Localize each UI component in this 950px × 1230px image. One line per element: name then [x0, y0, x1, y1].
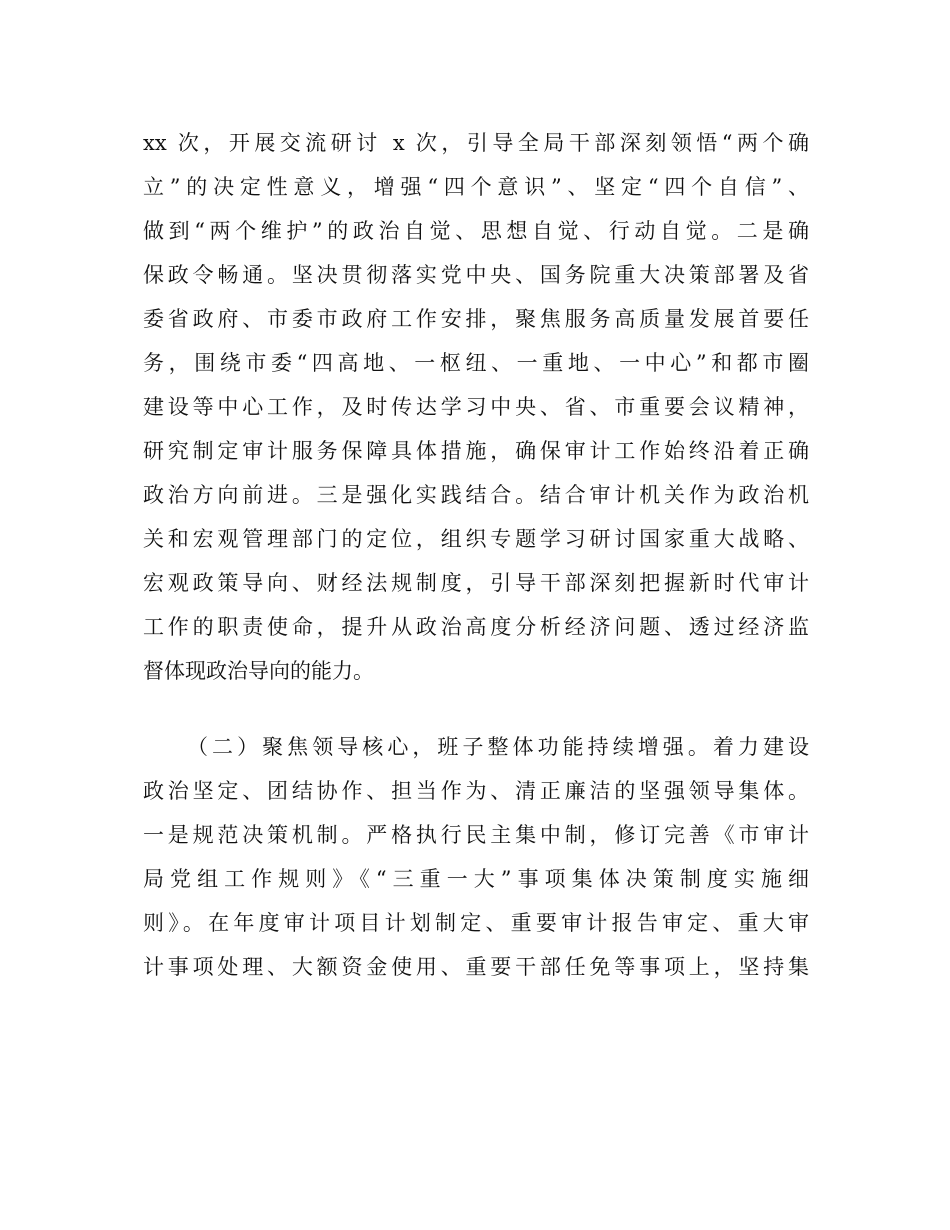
- text-line: 关和宏观管理部门的定位，组织专题学习研讨国家重大战略、: [143, 527, 809, 551]
- text-line: 建设等中心工作，及时传达学习中央、省、市重要会议精神，: [143, 395, 809, 419]
- text-line: 一是规范决策机制。严格执行民主集中制，修订完善《市审计: [143, 823, 809, 847]
- text-line: 研究制定审计服务保障具体措施，确保审计工作始终沿着正确: [143, 439, 809, 463]
- section-heading-line: （二）聚焦领导核心，班子整体功能持续增强。着力建设: [187, 735, 809, 759]
- text-line: 政治方向前进。三是强化实践结合。结合审计机关作为政治机: [143, 483, 809, 507]
- text-line: xx 次，开展交流研讨 x 次，引导全局干部深刻领悟“两个确: [143, 131, 809, 155]
- text-line: 宏观政策导向、财经法规制度，引导干部深刻把握新时代审计: [143, 571, 809, 595]
- text-line: 保政令畅通。坚决贯彻落实党中央、国务院重大决策部署及省: [143, 263, 809, 287]
- text-line: 计事项处理、大额资金使用、重要干部任免等事项上，坚持集: [143, 955, 809, 979]
- text-line: 委省政府、市委市政府工作安排，聚焦服务高质量发展首要任: [143, 307, 809, 331]
- paragraph-2: [143, 725, 809, 989]
- text-line: 做到“两个维护”的政治自觉、思想自觉、行动自觉。二是确: [143, 219, 809, 243]
- text-line: 则》。在年度审计项目计划制定、重要审计报告审定、重大审: [143, 911, 809, 935]
- paragraph-1: [143, 121, 809, 693]
- text-line: 督体现政治导向的能力。: [143, 659, 374, 683]
- text-line: 立”的决定性意义，增强“四个意识”、坚定“四个自信”、: [143, 175, 809, 199]
- text-line: 局党组工作规则》《“三重一大”事项集体决策制度实施细: [143, 867, 809, 891]
- text-line: 务，围绕市委“四高地、一枢纽、一重地、一中心”和都市圈: [143, 351, 809, 375]
- text-line: 政治坚定、团结协作、担当作为、清正廉洁的坚强领导集体。: [143, 779, 809, 803]
- document-page: [143, 121, 809, 989]
- text-line: 工作的职责使命，提升从政治高度分析经济问题、透过经济监: [143, 615, 809, 639]
